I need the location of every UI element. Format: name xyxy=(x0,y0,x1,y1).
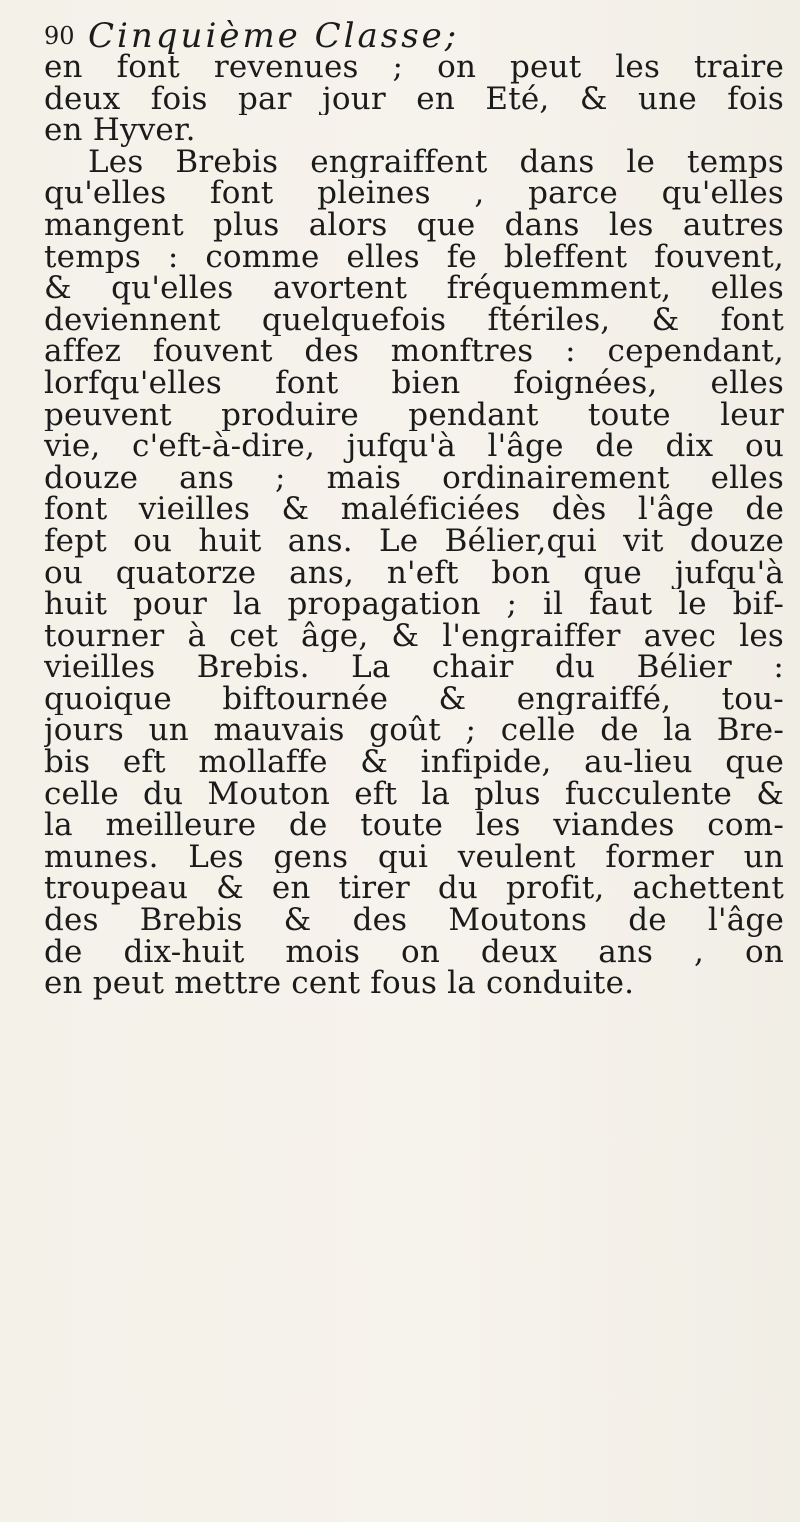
text-line: munes. Les gens qui veulent former un xyxy=(44,841,784,874)
text-line: deviennent quelquefois ftériles, & font xyxy=(44,304,784,337)
text-line: jours un mauvais goût ; celle de la Bre- xyxy=(44,715,784,748)
text-line: des Brebis & des Moutons de l'âge xyxy=(44,905,784,937)
text-line: en font revenues ; on peut les traire xyxy=(44,52,784,84)
text-line: quoique biftournée & engraiffé, tou- xyxy=(44,683,784,716)
text-line: qu'elles font pleines , parce qu'elles xyxy=(44,178,784,210)
running-title: Cinquième Classe; xyxy=(88,16,460,56)
page-body xyxy=(44,52,784,1000)
text-line: fept ou huit ans. Le Bélier,qui vit douze xyxy=(44,525,784,558)
text-line: de dix-huit mois on deux ans , on xyxy=(44,936,784,969)
text-line: vie, c'eft-à-dire, jufqu'à l'âge de dix ou xyxy=(44,431,784,463)
text-line: affez fouvent des monftres : cependant, xyxy=(44,336,784,368)
text-line: celle du Mouton eft la plus fucculente & xyxy=(44,778,784,811)
paragraph-first-line: Les Brebis engraiffent dans le temps xyxy=(88,146,784,179)
text-line: temps : comme elles fe bleffent fouvent, xyxy=(44,241,784,274)
text-line: bis eft mollaffe & infipide, au-lieu que xyxy=(44,747,784,779)
page-number: 90 xyxy=(44,22,75,50)
text-line: en peut mettre cent fous la conduite. xyxy=(44,968,635,1000)
text-line: mangent plus alors que dans les autres xyxy=(44,209,784,242)
text-line: douze ans ; mais ordinairement elles xyxy=(44,462,784,495)
text-line: peuvent produire pendant toute leur xyxy=(44,399,784,432)
text-line: huit pour la propagation ; il faut le bif- xyxy=(44,589,784,621)
text-line: ou quatorze ans, n'eft bon que jufqu'à xyxy=(44,557,784,590)
text-line: tourner à cet âge, & l'engraiffer avec les xyxy=(44,620,784,653)
text-line: deux fois par jour en Eté, & une fois xyxy=(44,83,784,116)
text-line: & qu'elles avortent fréquemment, elles xyxy=(44,273,784,305)
text-line: vieilles Brebis. La chair du Bélier : xyxy=(44,652,784,684)
text-line: troupeau & en tirer du profit, achettent xyxy=(44,873,784,906)
text-line: font vieilles & maléficiées dès l'âge de xyxy=(44,494,784,526)
text-line: en Hyver. xyxy=(44,115,196,147)
text-line: lorfqu'elles font bien foignées, elles xyxy=(44,367,784,400)
text-line: la meilleure de toute les viandes com- xyxy=(44,810,784,842)
